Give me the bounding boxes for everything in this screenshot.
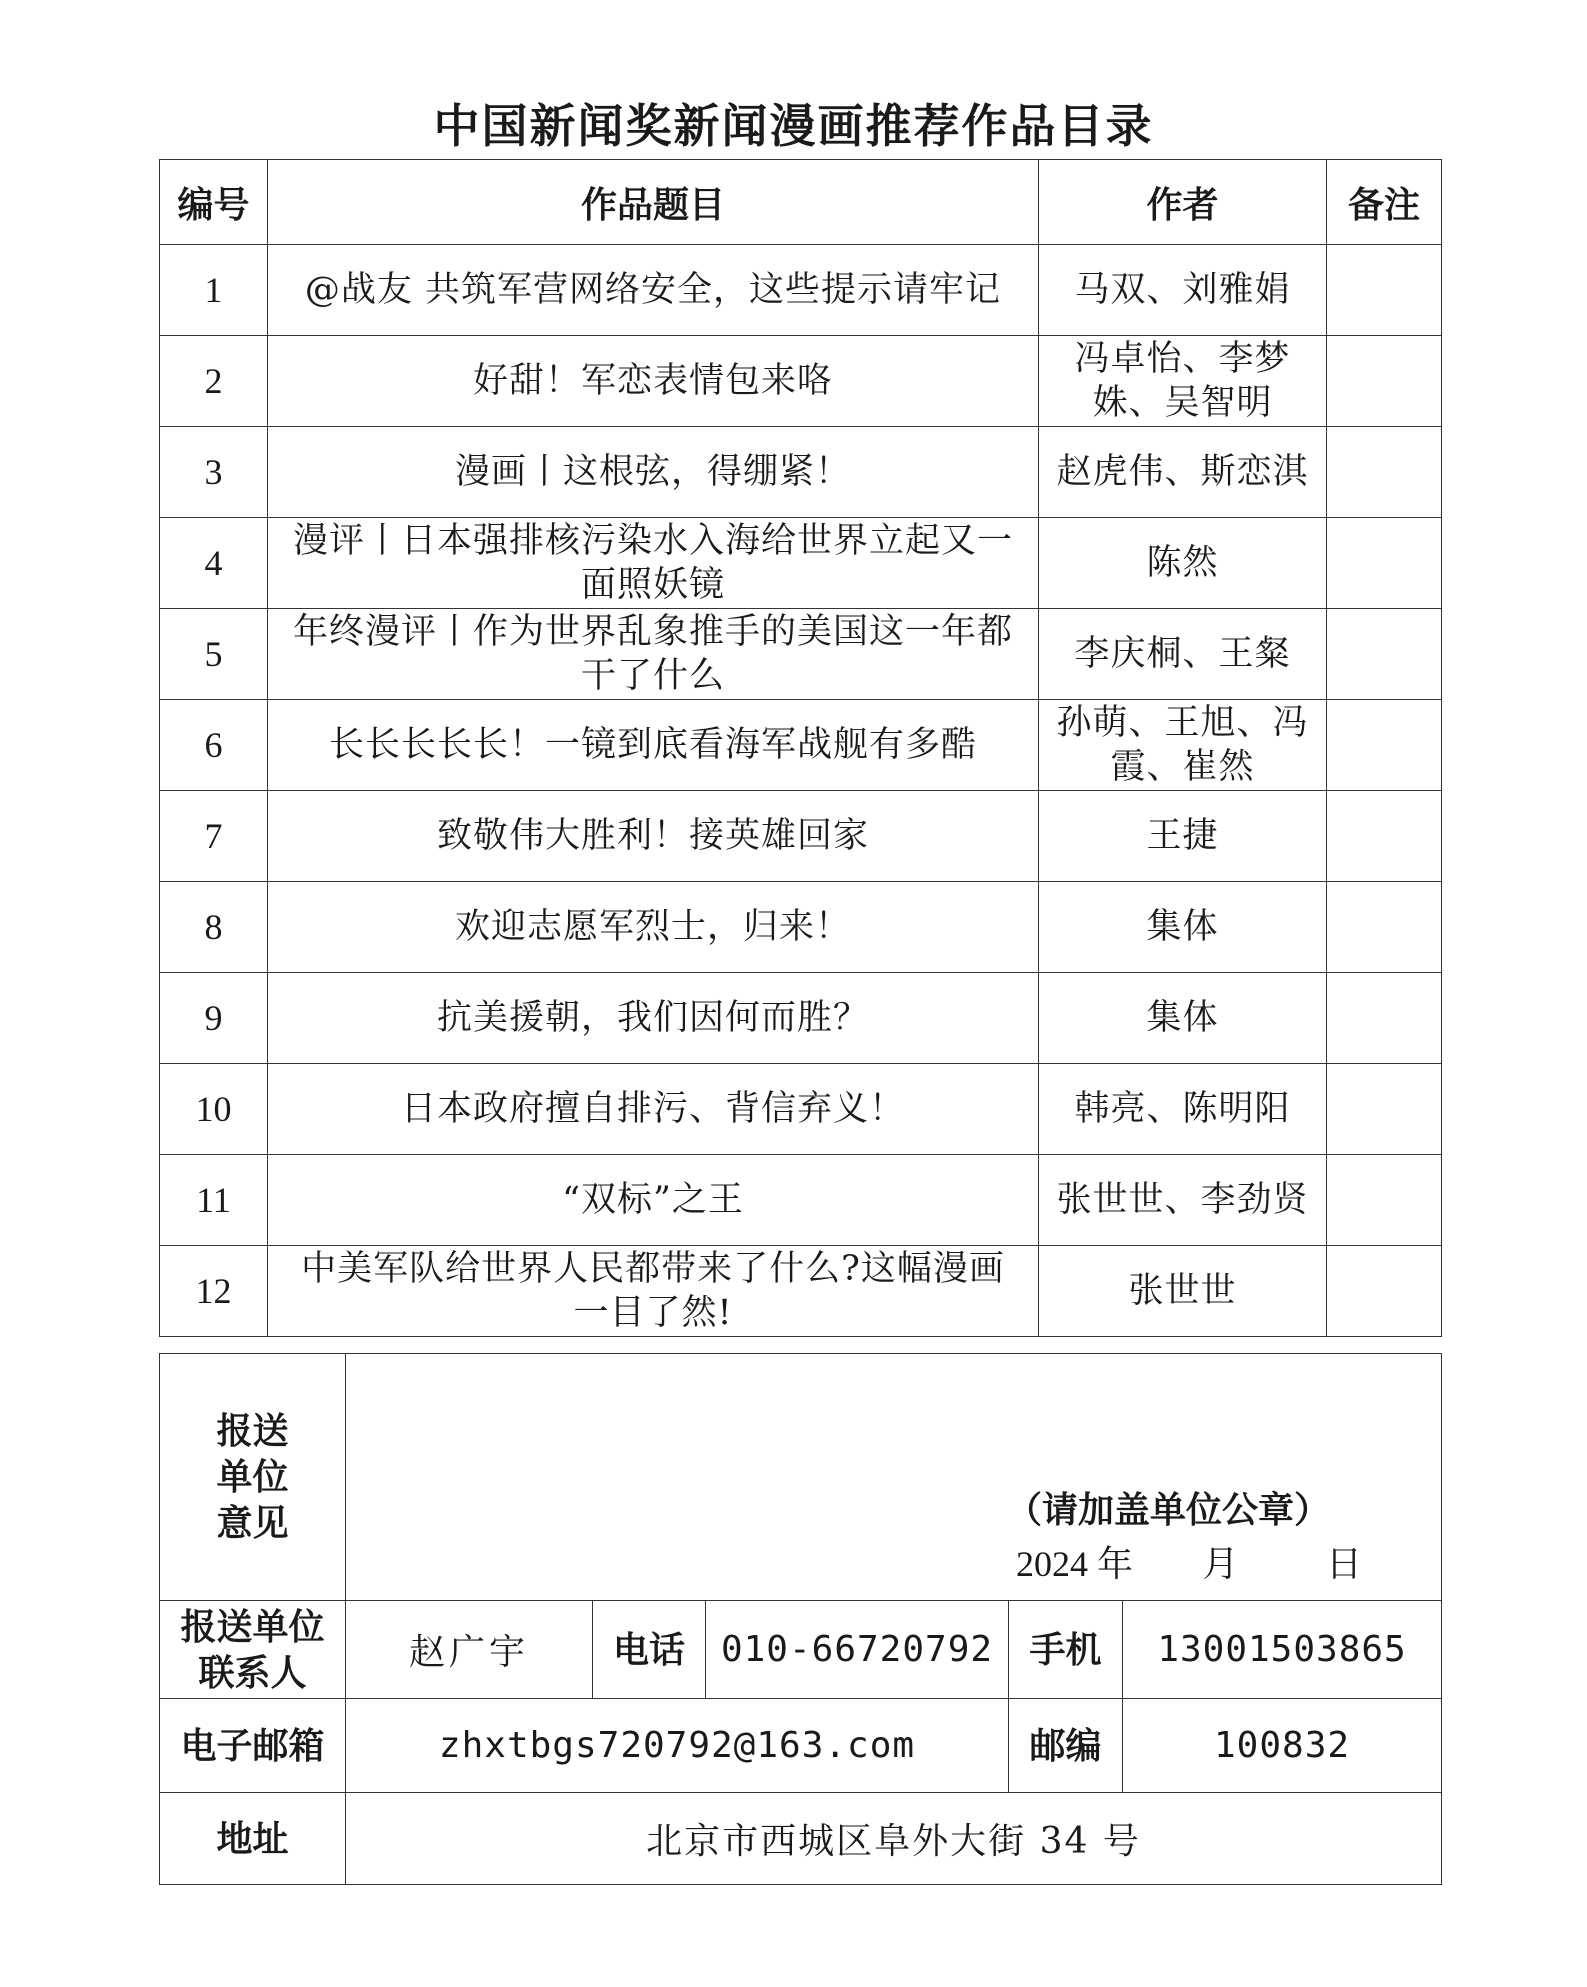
table-header-row (160, 160, 1442, 245)
row-num: 6 (160, 700, 268, 791)
contact-name: 赵广宇 (346, 1601, 593, 1699)
row-author: 张世世 (1039, 1246, 1327, 1337)
row-work-title: @战友 共筑军营网络安全，这些提示请牢记 (268, 245, 1039, 336)
row-num: 4 (160, 518, 268, 609)
page-title: 中国新闻奖新闻漫画推荐作品目录 (433, 99, 1154, 153)
row-remark (1327, 1155, 1442, 1246)
phone-value: 010-66720792 (706, 1601, 1009, 1699)
table-row (160, 518, 1442, 609)
date-day: 日 (1325, 1544, 1362, 1585)
works-table (159, 159, 1442, 1337)
row-author: 赵虎伟、斯恋淇 (1039, 427, 1327, 518)
row-num: 7 (160, 791, 268, 882)
row-remark (1327, 245, 1442, 336)
row-remark (1327, 700, 1442, 791)
date-year: 2024 年 (1016, 1544, 1134, 1584)
row-num: 1 (160, 245, 268, 336)
table-row (160, 973, 1442, 1064)
table-row (160, 336, 1442, 427)
row-work-title: 漫画丨这根弦，得绷紧！ (268, 427, 1039, 518)
table-row (160, 700, 1442, 791)
postcode-label: 邮编 (1009, 1699, 1123, 1793)
table-row (160, 609, 1442, 700)
phone-label: 电话 (593, 1601, 706, 1699)
row-author: 张世世、李劲贤 (1039, 1155, 1327, 1246)
row-remark (1327, 427, 1442, 518)
address-label: 地址 (160, 1793, 346, 1885)
row-work-title: 中美军队给世界人民都带来了什么?这幅漫画一目了然! (268, 1246, 1039, 1337)
row-num: 2 (160, 336, 268, 427)
row-author: 冯卓怡、李梦姝、吴智明 (1039, 336, 1327, 427)
row-work-title: 年终漫评丨作为世界乱象推手的美国这一年都干了什么 (268, 609, 1039, 700)
opinion-area (346, 1354, 1442, 1601)
address-value: 北京市西城区阜外大街 34 号 (346, 1793, 1442, 1885)
row-author: 集体 (1039, 973, 1327, 1064)
row-remark (1327, 882, 1442, 973)
mobile-value: 13001503865 (1123, 1601, 1442, 1699)
date-month: 月 (1202, 1544, 1239, 1585)
row-work-title: 漫评丨日本强排核污染水入海给世界立起又一面照妖镜 (268, 518, 1039, 609)
row-author: 陈然 (1039, 518, 1327, 609)
table-row (160, 1155, 1442, 1246)
row-work-title: 日本政府擅自排污、背信弃义！ (268, 1064, 1039, 1155)
opinion-label: 报送单位意见 (160, 1354, 346, 1601)
table-row (160, 791, 1442, 882)
table-row (160, 1064, 1442, 1155)
email-label: 电子邮箱 (160, 1699, 346, 1793)
contact-label: 报送单位联系人 (160, 1601, 346, 1699)
row-remark (1327, 609, 1442, 700)
row-remark (1327, 336, 1442, 427)
row-remark (1327, 1064, 1442, 1155)
seal-note: （请加盖单位公章） (1006, 1489, 1331, 1531)
works-table-body (160, 245, 1442, 1337)
contact-row (160, 1601, 1442, 1699)
row-num: 10 (160, 1064, 268, 1155)
row-num: 12 (160, 1246, 268, 1337)
postcode-value: 100832 (1123, 1699, 1442, 1793)
row-author: 王捷 (1039, 791, 1327, 882)
row-work-title: 致敬伟大胜利！接英雄回家 (268, 791, 1039, 882)
table-row (160, 245, 1442, 336)
row-work-title: 好甜！军恋表情包来咯 (268, 336, 1039, 427)
table-row (160, 1246, 1442, 1337)
header-work: 作品题目 (268, 160, 1039, 245)
row-work-title: 抗美援朝，我们因何而胜？ (268, 973, 1039, 1064)
row-author: 韩亮、陈明阳 (1039, 1064, 1327, 1155)
opinion-row (160, 1354, 1442, 1601)
address-row (160, 1793, 1442, 1885)
row-work-title: 长长长长长！一镜到底看海军战舰有多酷 (268, 700, 1039, 791)
table-row (160, 427, 1442, 518)
row-remark (1327, 518, 1442, 609)
row-author: 集体 (1039, 882, 1327, 973)
row-num: 9 (160, 973, 268, 1064)
row-remark (1327, 973, 1442, 1064)
mobile-label: 手机 (1009, 1601, 1123, 1699)
table-row (160, 882, 1442, 973)
row-num: 3 (160, 427, 268, 518)
header-author: 作者 (1039, 160, 1327, 245)
email-row (160, 1699, 1442, 1793)
header-remark: 备注 (1327, 160, 1442, 245)
row-work-title: “双标”之王 (268, 1155, 1039, 1246)
date-line (1016, 1536, 1362, 1587)
row-author: 孙萌、王旭、冯霞、崔然 (1039, 700, 1327, 791)
submission-info-table (159, 1353, 1442, 1885)
row-num: 8 (160, 882, 268, 973)
row-num: 5 (160, 609, 268, 700)
row-remark (1327, 791, 1442, 882)
row-author: 马双、刘雅娟 (1039, 245, 1327, 336)
row-work-title: 欢迎志愿军烈士，归来！ (268, 882, 1039, 973)
email-value: zhxtbgs720792@163.com (346, 1699, 1009, 1793)
row-author: 李庆桐、王粲 (1039, 609, 1327, 700)
header-num: 编号 (160, 160, 268, 245)
row-remark (1327, 1246, 1442, 1337)
row-num: 11 (160, 1155, 268, 1246)
